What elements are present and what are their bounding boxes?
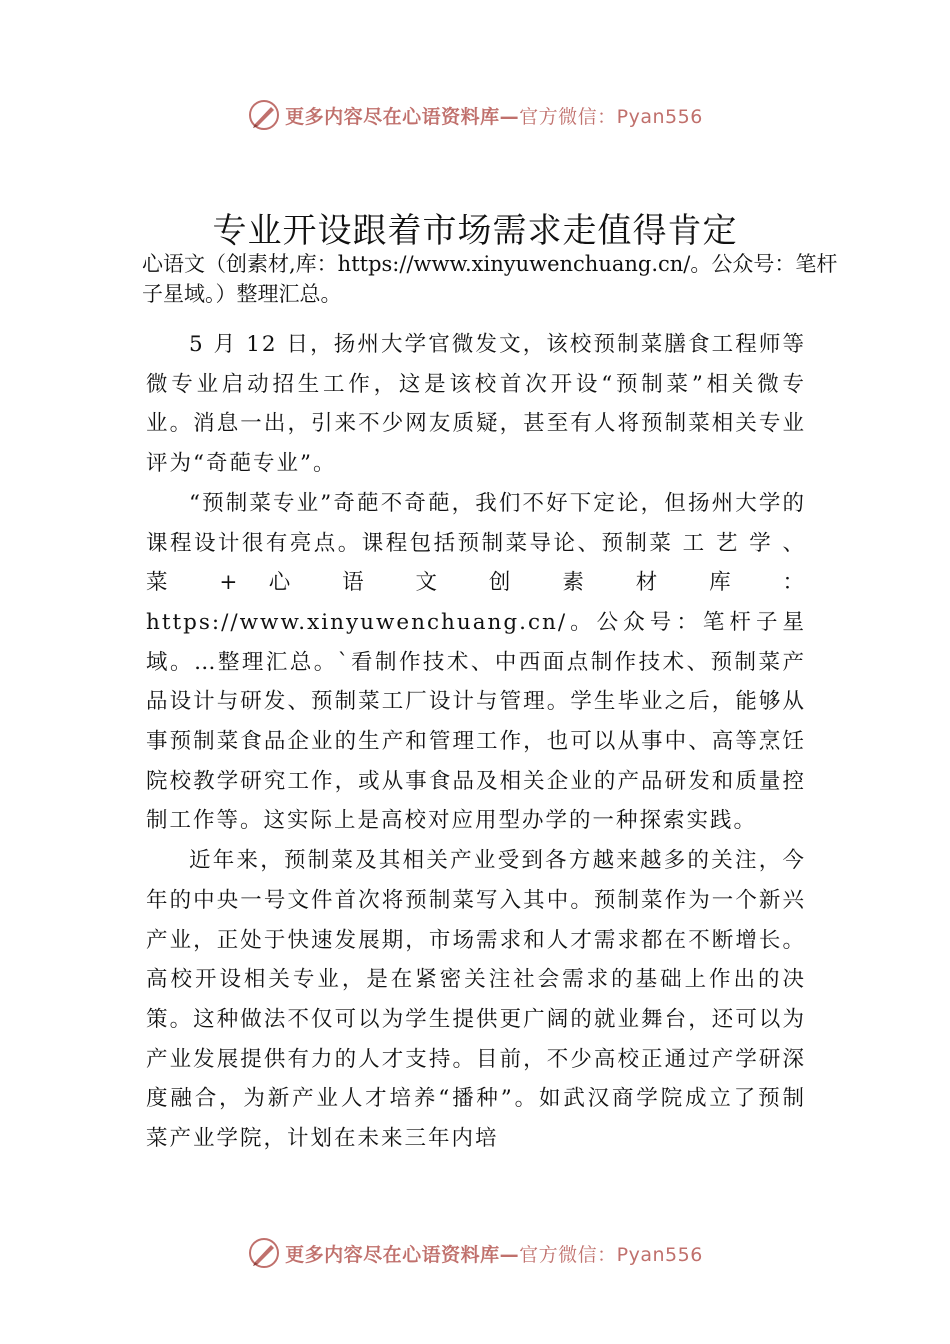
banner-text: 更多内容尽在心语资料库—官方微信：Pyan556 xyxy=(285,105,703,128)
pen-logo-icon xyxy=(247,1236,281,1270)
article-body xyxy=(146,325,806,1159)
source-line: 心语文（创素材,库：https://www.xinyuwenchuang.cn/。公众号：笔杆子星域。）整理汇总。 xyxy=(142,252,838,306)
page-title: 专业开设跟着市场需求走值得肯定 xyxy=(212,211,738,251)
paragraph: 5 月 12 日，扬州大学官微发文，该校预制菜膳食工程师等微专业启动招生工作，这是该校首次开设“预制菜”相关微专业。消息一出，引来不少网友质疑，甚至有人将预制菜相关专业评为“奇葩专业”。 xyxy=(146,332,806,477)
banner-text: 更多内容尽在心语资料库—官方微信：Pyan556 xyxy=(285,1243,703,1266)
paragraph: 近年来，预制菜及其相关产业受到各方越来越多的关注，今年的中央一号文件首次将预制菜写入其中。预制菜作为一个新兴产业，正处于快速发展期，市场需求和人才需求都在不断增长。高校开设相关专业，是在紧密关注社会需求的基础上作出的决策。这种做法不仅可以为学生提供更广阔的就业舞台，还可以为产业发展提供有力的人才支持。目前，不少高校正通过产学研深度融合，为新产业人才培养“播种”。如武汉商学院成立了预制菜产业学院，计划在未来三年内培 xyxy=(146,848,806,1152)
paragraph: “预制菜专业”奇葩不奇葩，我们不好下定论，但扬州大学的课程设计很有亮点。课程包括预制菜导论、预制菜 工 艺 学 、 菜 + 心 语 文 创 素 材 库 ： https://www.xinyuwenchuang.cn/。公众号：笔杆子星域。…整理汇总。`看制作技术、中西面点制作技术、预制菜产品设计与研发、预制菜工厂设计与管理。学生毕业之后，能够从事预制菜食品企业的生产和管理工作，也可以从事中、高等烹饪院校教学研究工作，或从事食品及相关企业的产品研发和质量控制工作等。这实际上是高校对应用型办学的一种探索实践。 xyxy=(146,490,806,834)
pen-logo-icon xyxy=(247,98,281,132)
header-banner xyxy=(0,95,950,135)
footer-banner xyxy=(0,1233,950,1273)
